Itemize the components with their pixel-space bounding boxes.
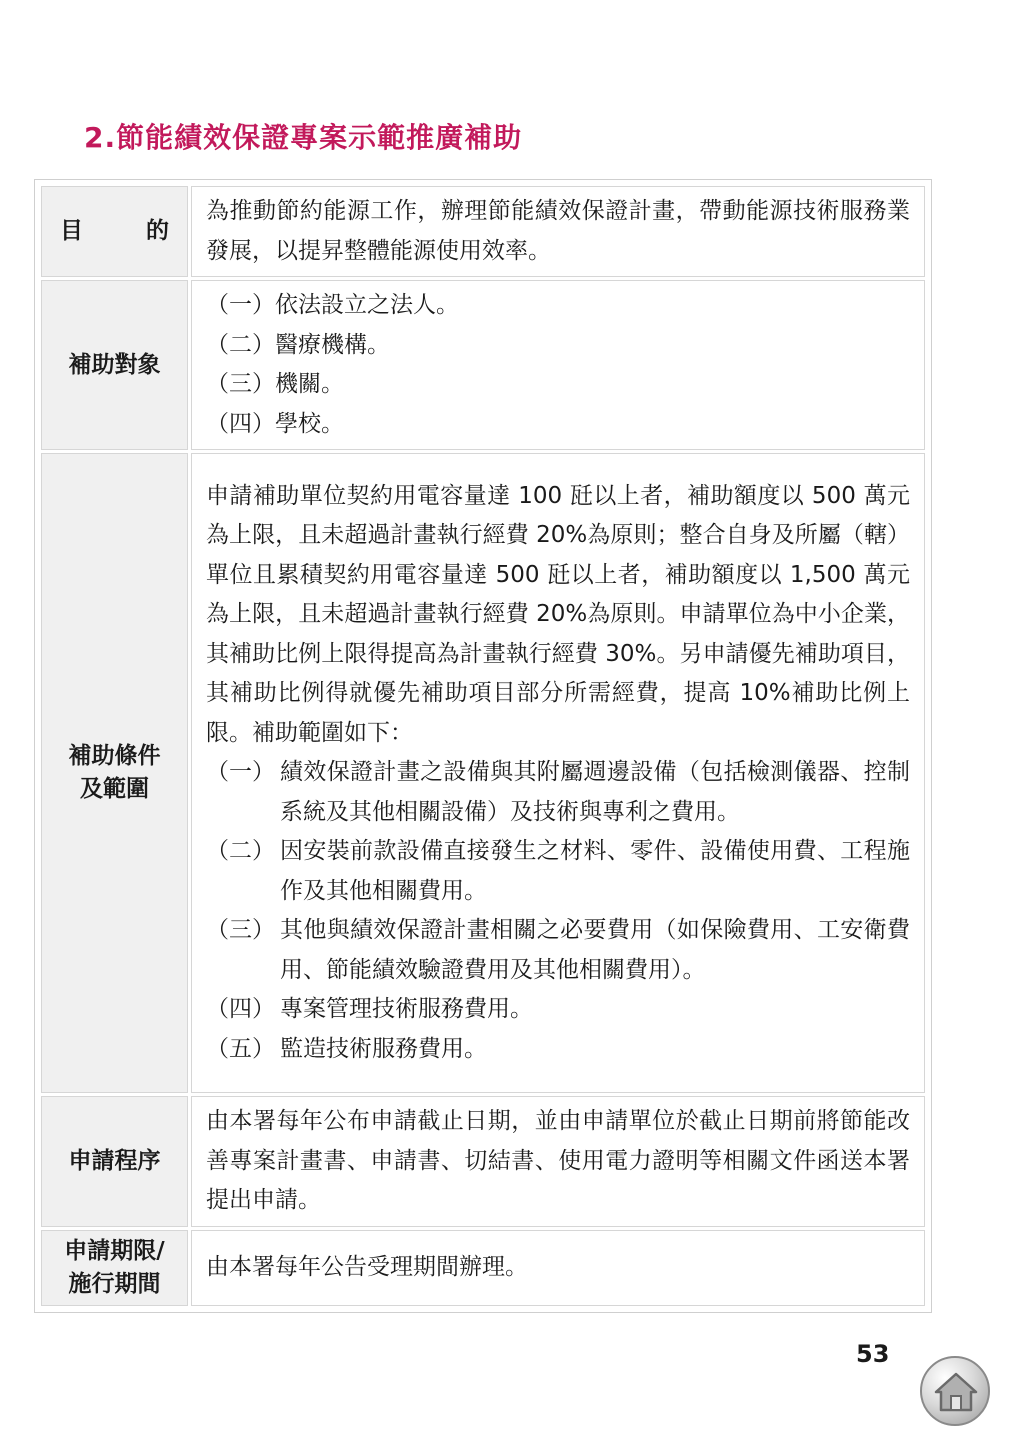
row-targets	[41, 280, 925, 450]
label-procedure: 申請程序	[41, 1096, 188, 1227]
list-item: （一） 績效保證計畫之設備與其附屬週邊設備（包括檢測儀器、控制系統及其他相關設備）及技術與專利之費用。	[206, 759, 910, 825]
targets-list	[191, 280, 925, 450]
conditions-content	[191, 453, 925, 1093]
list-item: （四） 專案管理技術服務費用。	[206, 996, 533, 1023]
row-conditions	[41, 453, 925, 1093]
subsidy-table	[34, 179, 932, 1313]
label-period-line-1: 申請期限/	[64, 1237, 165, 1264]
page-number: 53	[856, 1340, 890, 1368]
list-item: （二） 醫療機構。	[206, 331, 390, 358]
home-icon	[934, 1371, 978, 1413]
period-text: 由本署每年公告受理期間辦理。	[191, 1230, 925, 1306]
list-item: （三） 其他與績效保證計畫相關之必要費用（如保險費用、工安衛費用、節能績效驗證費用及其他相關費用）。	[206, 917, 910, 983]
label-purpose-char-2: 的	[146, 218, 169, 244]
list-item: （五） 監造技術服務費用。	[206, 1035, 487, 1062]
row-period	[41, 1230, 925, 1306]
home-button[interactable]	[920, 1356, 990, 1426]
row-procedure	[41, 1096, 925, 1227]
label-conditions-line-2: 及範圍	[80, 776, 149, 802]
label-conditions	[41, 453, 188, 1093]
conditions-intro: 申請補助單位契約用電容量達 100 瓩以上者，補助額度以 500 萬元為上限，且未超過計畫執行經費 20%為原則；整合自身及所屬（轄）單位且累積契約用電容量達 500 瓩以上者，補助額度以 1,500 萬元為上限，且未超過計畫執行經費 20%為原則。申請單位為中小企業，其補助比例上限得提高為計畫執行經費 30%。另申請優先補助項目，其補助比例得就優先補助項目部分所需經費，提高 10%補助比例上限。補助範圍如下：	[206, 482, 910, 746]
label-purpose	[41, 186, 188, 277]
label-conditions-line-1: 補助條件	[68, 743, 161, 769]
list-item: （一） 依法設立之法人。	[206, 292, 459, 318]
label-targets: 補助對象	[41, 280, 188, 450]
list-item: （二） 因安裝前款設備直接發生之材料、零件、設備使用費、工程施作及其他相關費用。	[206, 838, 910, 904]
procedure-text: 由本署每年公布申請截止日期，並由申請單位於截止日期前將節能改善專案計畫書、申請書、切結書、使用電力證明等相關文件函送本署提出申請。	[191, 1096, 925, 1227]
list-item: （四） 學校。	[206, 410, 344, 437]
label-period	[41, 1230, 188, 1306]
list-item: （三） 機關。	[206, 371, 344, 397]
purpose-text: 為推動節約能源工作，辦理節能績效保證計畫，帶動能源技術服務業發展，以提昇整體能源使用效率。	[191, 186, 925, 277]
label-period-line-2: 施行期間	[68, 1270, 161, 1297]
label-purpose-char-1: 目	[60, 218, 83, 244]
row-purpose	[41, 186, 925, 277]
page-title: 2.節能績效保證專案示範推廣補助	[84, 121, 523, 154]
